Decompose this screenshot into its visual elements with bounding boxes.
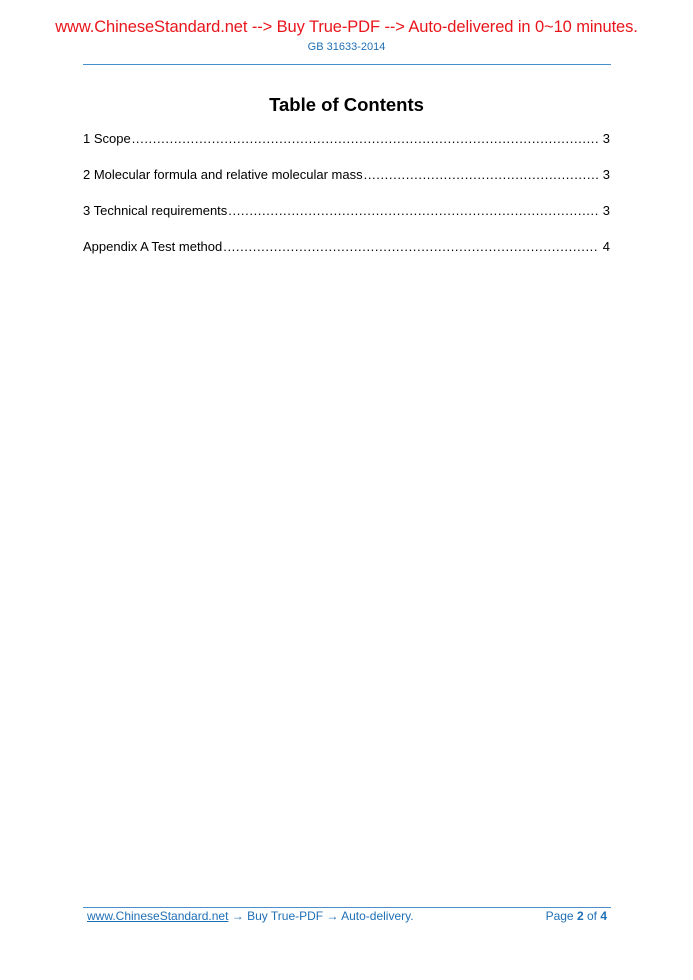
page-number [546, 909, 607, 923]
toc-entry-page: 3 [602, 203, 610, 218]
toc-entry-scope[interactable] [83, 131, 610, 167]
toc-entry-appendix-a[interactable] [83, 239, 610, 275]
toc-dot-leader [223, 239, 599, 254]
header-banner: www.ChineseStandard.net --> Buy True-PDF --> Auto-delivered in 0~10 minutes. [55, 18, 638, 36]
footer-tagline: → Buy True-PDF → Auto-delivery. [228, 909, 414, 923]
toc-entry-label: 3 Technical requirements [83, 203, 228, 218]
toc-entry-page: 4 [602, 239, 610, 254]
page-prefix: Page [545, 909, 577, 923]
toc-entry-page: 3 [602, 167, 610, 182]
toc-entry-label: 1 Scope [83, 131, 131, 146]
toc-dot-leader [364, 167, 599, 182]
header-divider [83, 64, 611, 65]
page-of: of [583, 909, 601, 923]
footer-divider [83, 907, 611, 908]
toc-title: Table of Contents [269, 94, 424, 115]
toc-entry-label: Appendix A Test method [83, 239, 223, 254]
page-footer [87, 909, 607, 923]
toc-dot-leader [228, 203, 598, 218]
table-of-contents [83, 131, 610, 275]
toc-entry-page: 3 [602, 131, 610, 146]
footer-website-link[interactable]: www.ChineseStandard.net [87, 909, 229, 923]
page-total: 4 [600, 909, 607, 923]
document-code: GB 31633-2014 [307, 41, 386, 53]
toc-entry-technical-requirements[interactable] [83, 203, 610, 239]
toc-dot-leader [132, 131, 599, 146]
page-current: 2 [576, 909, 584, 923]
toc-entry-molecular-formula[interactable] [83, 167, 610, 203]
toc-entry-label: 2 Molecular formula and relative molecular mass [83, 167, 363, 182]
